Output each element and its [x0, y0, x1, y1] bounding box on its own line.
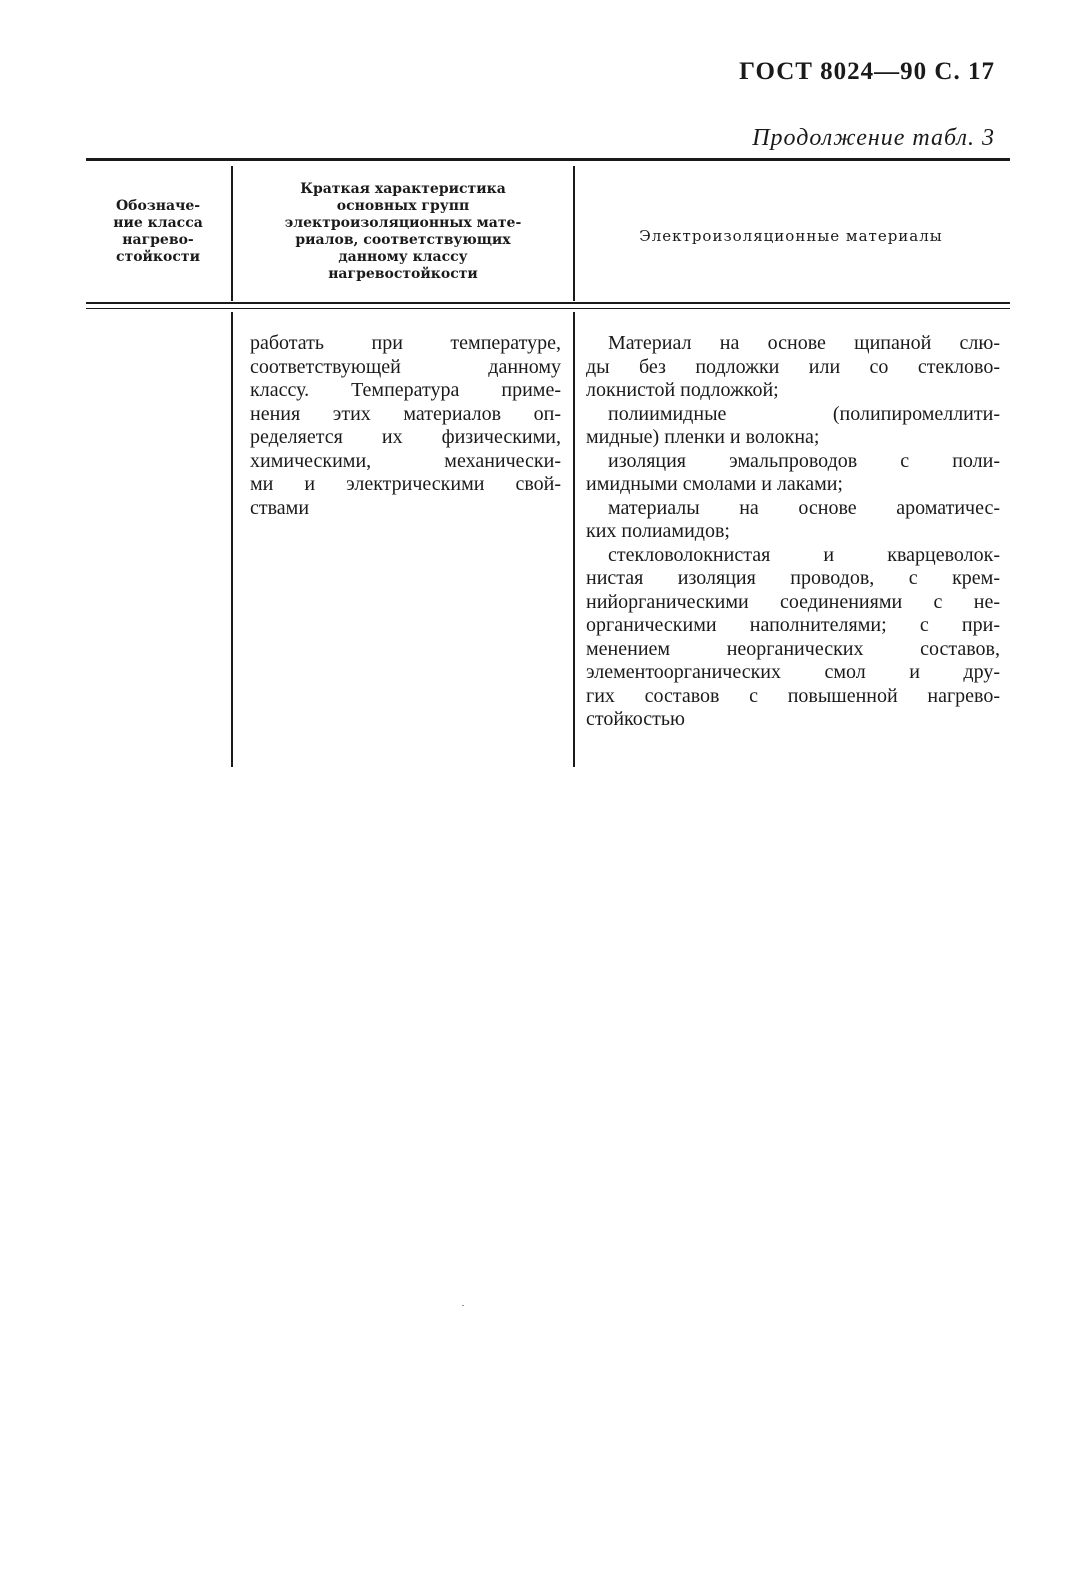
header-line: основных групп	[336, 198, 470, 214]
text-line: элементоорганических смол и дру-	[586, 661, 1000, 683]
page-header: ГОСТ 8024—90 С. 17	[739, 58, 995, 85]
text-line: изоляция эмальпроводов с поли-	[608, 449, 1000, 472]
text-line: гих составов с повышенной нагрево-	[586, 684, 1000, 707]
text-line: нения этих материалов оп-	[250, 402, 561, 425]
text-line: имидными смолами и лаками;	[586, 473, 843, 495]
column-header-class	[92, 198, 224, 266]
header-line: электроизоляционных мате-	[284, 215, 522, 231]
text-line: ствами	[250, 496, 310, 519]
column-header-materials	[582, 228, 1000, 245]
text-line: ких полиамидов;	[586, 520, 730, 542]
text-line: органическими наполнителями; с при-	[586, 614, 1000, 636]
table-header-rule-thin	[86, 308, 1010, 309]
header-line: данному классу	[338, 249, 468, 265]
header-line: Обозначе-	[115, 198, 201, 214]
column-divider-1	[231, 166, 233, 301]
table-header-rule	[86, 302, 1010, 304]
column-divider-2-body	[573, 312, 575, 767]
header-line: риалов, соответствующих	[295, 232, 511, 248]
text-line: классу. Температура приме-	[250, 379, 561, 401]
text-line: локнистой подложкой;	[586, 379, 779, 401]
text-line: ределяется их физическими,	[250, 426, 561, 448]
header-line: ние класса	[113, 215, 203, 231]
text-line: работать при температуре,	[250, 332, 561, 354]
column-divider-1-body	[231, 312, 233, 767]
text-line: мидные) пленки и волокна;	[586, 426, 820, 448]
header-line: стойкости	[116, 249, 200, 265]
header-line: Краткая характеристика	[300, 181, 506, 197]
text-line: химическими, механически-	[250, 449, 561, 472]
text-line: ды без подложки или со стеклово-	[586, 355, 1000, 378]
text-line: соответствующей данному	[250, 355, 561, 378]
text-line: материалы на основе ароматичес-	[608, 496, 1000, 519]
text-line: Материал на основе щипаной слю-	[608, 332, 1000, 354]
column-header-characteristic	[244, 181, 562, 283]
table-top-rule	[86, 158, 1010, 161]
header-line: нагревостойкости	[328, 266, 478, 282]
text-line: стойкостью	[586, 708, 685, 730]
text-line: менением неорганических составов,	[586, 637, 1000, 660]
header-line: нагрево-	[122, 232, 194, 248]
text-line: полиимидные (полипиромеллити-	[608, 402, 1000, 425]
cell-materials	[586, 332, 1000, 732]
scan-speck	[462, 1305, 464, 1306]
cell-characteristic	[250, 332, 561, 520]
text-line: ми и электрическими свой-	[250, 473, 561, 495]
header-line: Электроизоляционные материалы	[639, 227, 943, 245]
text-line: нистая изоляция проводов, с крем-	[586, 567, 1000, 589]
table-continuation-label: Продолжение табл. 3	[752, 125, 995, 151]
text-line: стекловолокнистая и кварцеволок-	[608, 543, 1000, 566]
text-line: нийорганическими соединениями с не-	[586, 590, 1000, 613]
column-divider-2	[573, 166, 575, 301]
